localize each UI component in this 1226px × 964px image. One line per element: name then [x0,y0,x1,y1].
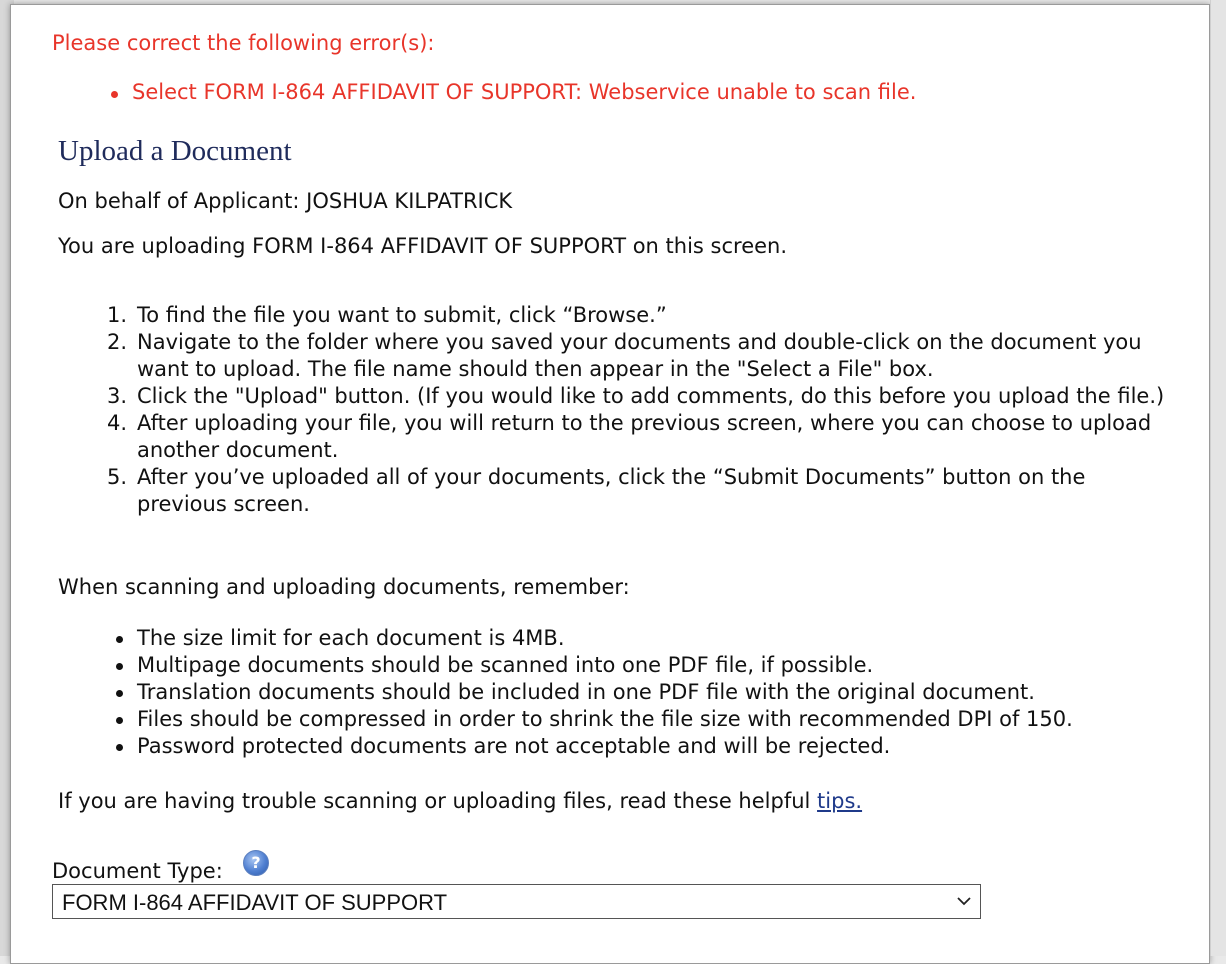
uploading-form-text: You are uploading FORM I-864 AFFIDAVIT OF SUPPORT on this screen. [58,234,788,258]
chevron-down-icon [956,894,972,908]
error-heading: Please correct the following error(s): [52,31,435,55]
instruction-step: 3. Click the "Upload" button. (If you would like to add comments, do this before you upload the file.) [107,384,1165,408]
remember-intro: When scanning and uploading documents, remember: [58,575,630,599]
trouble-text-body: If you are having trouble scanning or uploading files, read these helpful [58,789,818,813]
remember-item: Multipage documents should be scanned into one PDF file, if possible. [111,652,1191,679]
trouble-text [58,789,862,813]
tips-link[interactable]: tips. [817,789,863,813]
instruction-step: 1. To find the file you want to submit, click “Browse.” [107,303,667,327]
question-help-icon[interactable]: ? [243,850,269,876]
instructions-list [107,302,1167,518]
remember-item: Files should be compressed in order to shrink the file size with recommended DPI of 150. [111,706,1191,733]
page-title: Upload a Document [58,135,292,167]
document-type-selected-value: FORM I-864 AFFIDAVIT OF SUPPORT [62,890,448,915]
document-type-select[interactable] [52,884,981,919]
remember-list [111,625,1191,760]
remember-item: The size limit for each document is 4MB. [111,625,1191,652]
scrollbar[interactable] [1210,0,1226,956]
instruction-step: 4. After uploading your file, you will return to the previous screen, where you can choose to upload another document. [107,411,1152,462]
remember-item: Password protected documents are not acceptable and will be rejected. [111,733,1191,760]
instruction-step: 5. After you’ve uploaded all of your documents, click the “Submit Documents” button on the previous screen. [107,465,1086,516]
error-list [109,80,916,104]
instruction-step: 2. Navigate to the folder where you saved your documents and double-click on the document you want to upload. The file name should then appear in the "Select a File" box. [107,330,1142,381]
error-item: Select FORM I-864 AFFIDAVIT OF SUPPORT: Webservice unable to scan file. [109,80,916,104]
upload-document-dialog [10,4,1210,964]
remember-item: Translation documents should be included in one PDF file with the original document. [111,679,1191,706]
document-type-label: Document Type: [52,859,223,883]
on-behalf-text: On behalf of Applicant: JOSHUA KILPATRICK [58,189,513,213]
